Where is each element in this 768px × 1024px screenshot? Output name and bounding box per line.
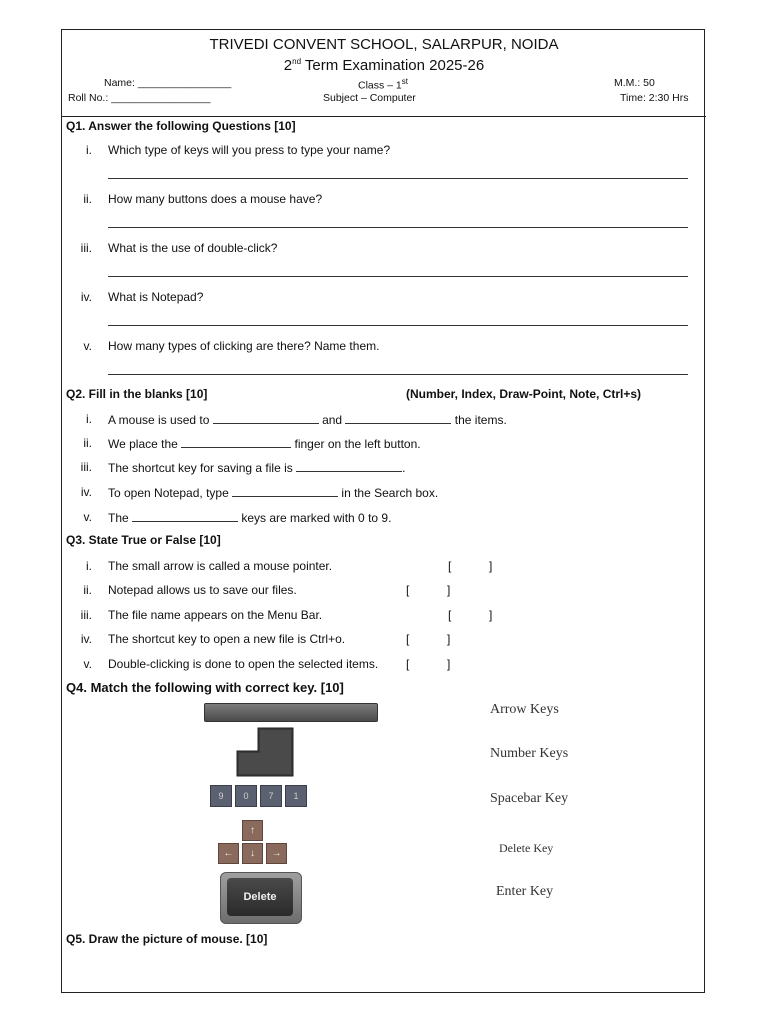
match-label: Spacebar Key [490,791,569,806]
number-key: 9 [210,785,232,807]
delete-key-image [220,872,302,924]
q2-item-text: To open Notepad, type in the Search box. [108,486,439,500]
q3-statement: The small arrow is called a mouse pointer. [108,559,333,573]
q2-item-number: iii. [80,460,92,474]
roll-number-label: Roll No.: _________________ [68,92,211,104]
max-marks-label: M.M.: 50 [614,77,655,89]
arrow-right-key: → [266,843,287,864]
answer-bracket-close: ] [447,583,451,597]
arrow-keys-image [218,820,286,866]
q3-item-number: iii. [80,608,92,622]
exam-sheet [61,29,705,993]
q1-question-text: How many buttons does a mouse have? [108,192,323,206]
blank-space [345,412,451,424]
class-label: Class – 1st [358,77,409,92]
q3-heading: Q3. State True or False [10] [66,533,221,547]
blank-space [296,460,402,472]
q3-statement: Notepad allows us to save our files. [108,583,297,597]
answer-bracket-open: [ [406,632,410,646]
q1-item-number: v. [83,339,92,353]
q1-item-number: iv. [80,290,92,304]
answer-line [108,276,688,277]
answer-bracket-close: ] [447,632,451,646]
answer-bracket-open: [ [448,559,452,573]
number-key: 0 [235,785,257,807]
blank-space [232,485,338,497]
q2-item-number: i. [86,412,92,426]
match-label: Number Keys [490,746,569,761]
arrow-up-key: ↑ [242,820,263,841]
header-divider [62,116,706,117]
q2-item-text: The shortcut key for saving a file is . [108,461,406,475]
subject-label: Subject – Computer [323,92,416,104]
q1-item-number: iii. [80,241,92,255]
number-keys-image [210,785,307,807]
delete-key-label: Delete [227,878,293,916]
blank-space [213,412,319,424]
name-field-label: Name: ________________ [104,77,232,89]
exam-title: 2nd Term Examination 2025-26 [283,57,485,74]
q5-heading: Q5. Draw the picture of mouse. [10] [66,932,268,946]
q2-item-number: iv. [80,485,92,499]
q4-heading: Q4. Match the following with correct key. [10] [66,680,344,695]
arrow-down-key: ↓ [242,843,263,864]
answer-bracket-close: ] [447,657,451,671]
enter-key-image [236,727,294,777]
q3-item-number: ii. [83,583,92,597]
q2-item-number: ii. [83,436,92,450]
match-label: Arrow Keys [490,702,559,717]
q3-statement: The file name appears on the Menu Bar. [108,608,323,622]
q1-heading: Q1. Answer the following Questions [10] [66,119,296,133]
answer-line [108,325,688,326]
spacebar-key-image [204,703,378,722]
answer-line [108,227,688,228]
q1-item-number: ii. [83,192,92,206]
q2-word-bank: (Number, Index, Draw-Point, Note, Ctrl+s) [406,387,642,401]
answer-line [108,374,688,375]
answer-bracket-open: [ [406,583,410,597]
time-label: Time: 2:30 Hrs [620,92,689,104]
q1-item-number: i. [86,143,92,157]
answer-bracket-open: [ [406,657,410,671]
match-label: Delete Key [499,841,554,855]
q2-heading: Q2. Fill in the blanks [10] [66,387,208,401]
q2-item-text: A mouse is used to and the items. [108,413,507,427]
q3-statement: The shortcut key to open a new file is Ctrl+o. [108,632,346,646]
q3-statement: Double-clicking is done to open the selected items. [108,657,379,671]
answer-bracket-close: ] [489,559,493,573]
q2-item-text: The keys are marked with 0 to 9. [108,511,392,525]
q3-item-number: iv. [80,632,92,646]
blank-space [181,436,291,448]
number-key: 1 [285,785,307,807]
answer-line [108,178,688,179]
answer-bracket-open: [ [448,608,452,622]
number-key: 7 [260,785,282,807]
match-label: Enter Key [496,884,554,899]
school-name: TRIVEDI CONVENT SCHOOL, SALARPUR, NOIDA [209,36,559,53]
q1-question-text: How many types of clicking are there? Name them. [108,339,380,353]
q1-question-text: What is the use of double-click? [108,241,278,255]
q1-question-text: Which type of keys will you press to type your name? [108,143,391,157]
blank-space [132,510,238,522]
q2-item-text: We place the finger on the left button. [108,437,421,451]
arrow-left-key: ← [218,843,239,864]
q1-question-text: What is Notepad? [108,290,204,304]
q3-item-number: i. [86,559,92,573]
q3-item-number: v. [83,657,92,671]
answer-bracket-close: ] [489,608,493,622]
q2-item-number: v. [83,510,92,524]
